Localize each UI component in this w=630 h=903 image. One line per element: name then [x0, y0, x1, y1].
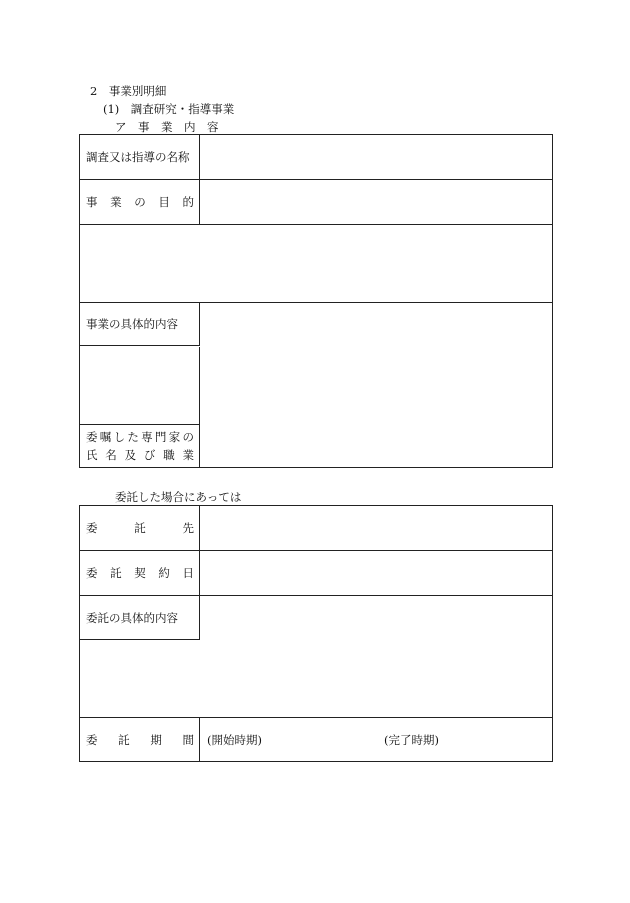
- label-experts-text: [86, 428, 194, 464]
- purpose-description-area[interactable]: [80, 225, 552, 302]
- char: し: [113, 430, 126, 444]
- char: 職: [163, 448, 175, 462]
- char: 委: [86, 521, 98, 535]
- char: 名: [105, 448, 117, 462]
- char: 門: [154, 430, 167, 444]
- label-experts: [80, 424, 200, 467]
- char: 託: [118, 732, 130, 747]
- char: の: [134, 195, 146, 209]
- label-details: [80, 303, 200, 346]
- survey-name-field[interactable]: [200, 135, 552, 179]
- label-period-text: [86, 732, 194, 748]
- label-contract-date-text: [86, 565, 194, 581]
- char: 的: [182, 195, 194, 209]
- char: 委: [86, 430, 98, 444]
- period-field[interactable]: [200, 718, 552, 761]
- period-end-label: (完了時期): [384, 733, 439, 747]
- label-contractor: [80, 506, 200, 550]
- char: 業: [182, 448, 194, 462]
- char: 委: [86, 566, 98, 580]
- label-survey-name: [80, 135, 200, 179]
- char: 氏: [86, 448, 98, 462]
- delegation-details-field[interactable]: [200, 596, 552, 717]
- char: 日: [182, 566, 194, 580]
- delegation-heading: 委託した場合にあっては: [115, 490, 242, 504]
- column-divider: [199, 347, 200, 424]
- label-purpose: [80, 180, 200, 224]
- char: 事: [86, 195, 98, 209]
- label-contract-date: [80, 551, 200, 595]
- contract-date-field[interactable]: [200, 551, 552, 595]
- experts-line1: [86, 428, 194, 446]
- business-content-table: [79, 134, 553, 468]
- char: 先: [182, 521, 194, 535]
- details-field[interactable]: [200, 303, 552, 424]
- label-contractor-text: [86, 520, 194, 536]
- label-delegation-details: [80, 596, 200, 640]
- char: 委: [86, 732, 98, 747]
- period-start-label: (開始時期): [207, 733, 262, 747]
- char: 契: [134, 566, 146, 580]
- char: 約: [158, 566, 170, 580]
- label-survey-name-text: 調査又は指導の名称: [86, 150, 190, 164]
- char: 託: [134, 521, 146, 535]
- contractor-field[interactable]: [200, 506, 552, 550]
- business-content-heading: ア 事 業 内 容: [115, 120, 219, 134]
- label-period: [80, 718, 200, 761]
- subsection-heading: (1) 調査研究・指導事業: [103, 102, 235, 116]
- char: 家: [168, 430, 181, 444]
- section-heading: 2 事業別明細: [90, 84, 167, 98]
- char: 間: [182, 732, 194, 747]
- char: 託: [110, 566, 122, 580]
- char: 業: [110, 195, 122, 209]
- details-blank-area: [80, 347, 200, 424]
- char: 嘱: [99, 430, 112, 444]
- char: た: [127, 430, 139, 444]
- char: 期: [150, 732, 162, 747]
- char: の: [182, 430, 194, 444]
- char: び: [143, 448, 156, 462]
- label-delegation-details-text: 委託の具体的内容: [86, 610, 178, 625]
- delegation-details-blank-area: [80, 641, 200, 717]
- experts-line2: [86, 446, 194, 464]
- char: 目: [158, 195, 170, 209]
- char: 専: [141, 430, 153, 444]
- label-purpose-text: [86, 194, 194, 210]
- experts-field[interactable]: [200, 424, 552, 467]
- label-details-text: 事業の具体的内容: [86, 317, 178, 331]
- delegation-table: [79, 505, 553, 762]
- char: 及: [124, 448, 137, 462]
- purpose-field[interactable]: [200, 180, 552, 224]
